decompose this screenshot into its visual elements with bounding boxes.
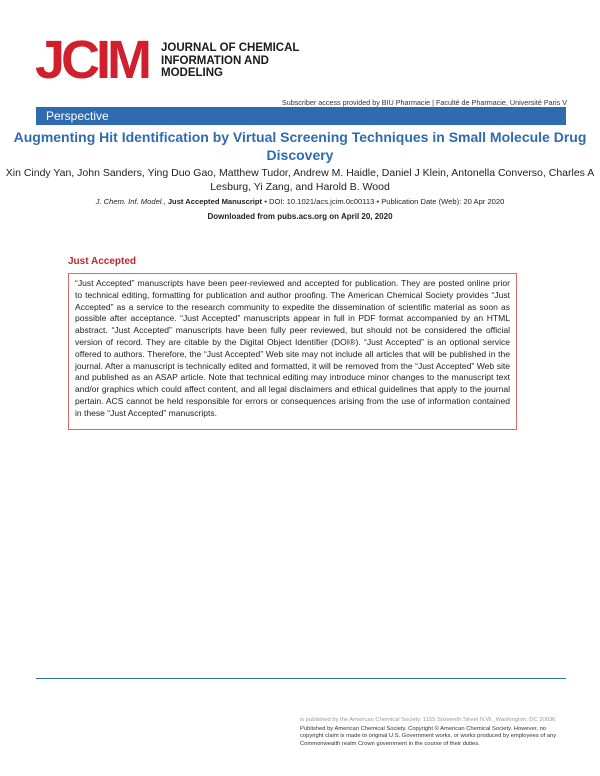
copyright-notice: Published by American Chemical Society. Copyright © American Chemical Society. However, no copyright claim is made to original U.S. Government works, or works produced by employees of any Commonwealth realm Crown government in the course of their duties. [300, 725, 557, 747]
citation-journal: J. Chem. Inf. Model. [95, 197, 164, 206]
just-accepted-text: “Just Accepted” manuscripts have been peer-reviewed and accepted for publication. They are posted online prior to technical editing, formatting for publication and author proofing. The American Chemical Society provides “Just Accepted” as a service to the research community to expedite the dissemination of scientific material as soon as possible after acceptance. “Just Accepted” manuscripts appear in full in PDF format accompanied by an HTML abstract. “Just Accepted” manuscripts have been fully peer reviewed, but should not be considered the official version of record. They are citable by the Digital Object Identifier (DOI®). “Just Accepted” is an optional service offered to authors. Therefore, the “Just Accepted” Web site may not include all articles that will be published in the journal. After a manuscript is technically edited and formatted, it will be removed from the “Just Accepted” Web site and published as an ASAP article. Note that technical editing may introduce minor changes to the manuscript text and/or graphics which could affect content, and all legal disclaimers and ethical guidelines that apply to the journal pertain. ACS cannot be held responsible for errors or consequences arising from the use of information contained in these “Just Accepted” manuscripts. [75, 278, 510, 418]
citation-status: Just Accepted Manuscript [167, 197, 263, 206]
publisher-address: is published by the American Chemical Society. 1155 Sixteenth Street N.W., Washington, DC 20036 [300, 717, 556, 723]
article-authors: Xin Cindy Yan, John Sanders, Ying Duo Gao, Matthew Tudor, Andrew M. Haidle, Daniel J Klein, Antonella Converso, Charles A Lesburg, Yi Zang, and Harold B. Wood [5, 167, 595, 193]
section-bar [36, 107, 566, 125]
subscriber-access-note: Subscriber access provided by BIU Pharmacie | Faculté de Pharmacie, Université Paris V [281, 98, 567, 107]
logo-jcim-text: JCIM [35, 30, 149, 90]
journal-name: JOURNAL OF CHEMICAL INFORMATION AND MODELING [161, 42, 300, 79]
citation-details: • DOI: 10.1021/acs.jcim.0c00113 • Publication Date (Web): 20 Apr 2020 [262, 197, 505, 206]
citation-line [0, 197, 600, 206]
downloaded-note: Downloaded from pubs.acs.org on April 20, 2020 [207, 212, 393, 221]
footer-divider [36, 678, 566, 679]
footer [300, 717, 560, 748]
just-accepted-box [68, 273, 517, 430]
article-title: Augmenting Hit Identification by Virtual Screening Techniques in Small Molecule Drug Discovery [13, 129, 587, 163]
section-label: Perspective [46, 109, 109, 123]
just-accepted-heading: Just Accepted [68, 256, 136, 267]
citation-separator: , [163, 197, 168, 206]
